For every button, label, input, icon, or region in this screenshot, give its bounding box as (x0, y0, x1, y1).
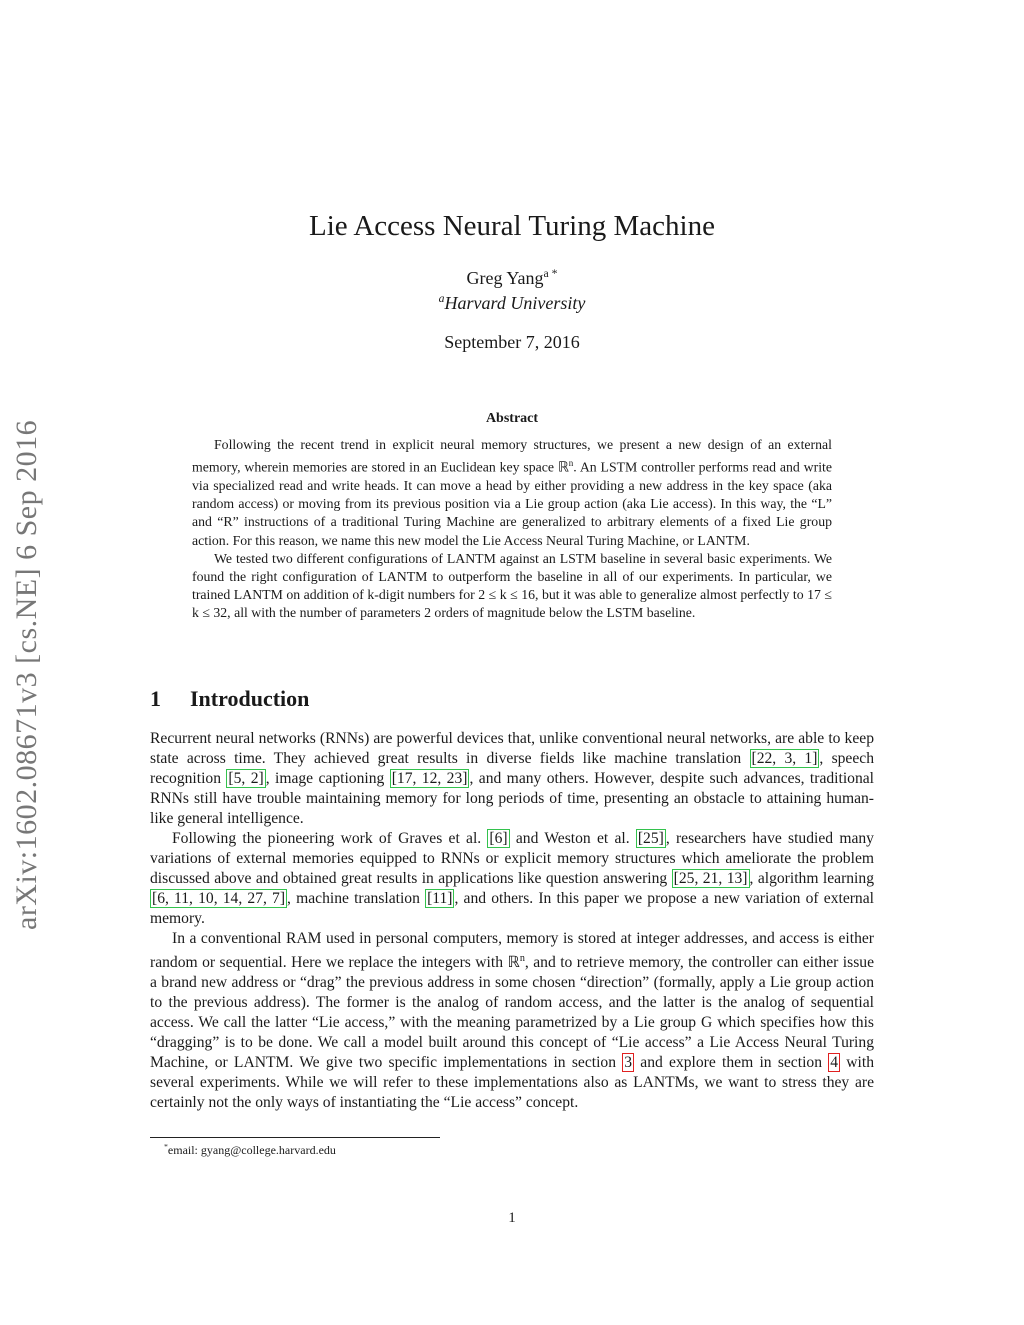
body-text-run: , and many others. However, despite such advances, traditional RNNs still have trouble maintaining memory for long periods of time, presenting an obstacle to attaining human-like general intelligence. (150, 770, 875, 827)
author-name: Greg Yang (466, 268, 544, 288)
citation-link[interactable]: [6, 11, 10, 14, 27, 7] (152, 890, 286, 907)
footnote-rule (150, 1137, 440, 1138)
section-number: 1 (150, 686, 161, 711)
section-heading (150, 686, 309, 712)
citation-link[interactable]: [11] (427, 890, 453, 907)
abstract-paragraph (192, 436, 832, 550)
author-line (0, 267, 1024, 289)
abstract-text-run: . An LSTM controller performs read and write via specialized read and write heads. It can move a head by either providing a new address in the key space (aka random access) or moving from its previous position via a Lie group action (aka Lie access). In this way, the “L” and “R” instructions of a traditional Turing Machine are generalized to arbitrary elements of a fixed Lie group action. For this reason, we name this new model the Lie Access Neural Turing Machine, or LANTM. (192, 459, 832, 548)
citation-link[interactable]: [25] (637, 830, 664, 847)
section-title: Introduction (190, 686, 310, 711)
body-text-run: and Weston et al. (509, 830, 636, 847)
paper-date: September 7, 2016 (444, 332, 580, 352)
citation-link[interactable]: [6] (489, 830, 508, 847)
author-superscript: a * (543, 267, 558, 280)
body-paragraph (150, 929, 874, 1113)
body-text-run: , researchers have studied many variations of external memories equipped to RNNs or explicit memory structures which ameliorate the problem discussed above and obtained great results in applications like question answering (150, 830, 874, 887)
body-text-run: with several experiments. While we will refer to these implementations also as LANTMs, we want to stress they are certainly not the only ways of instantiating the “Lie access” concept. (150, 1054, 874, 1112)
citation-link[interactable]: [17, 12, 23] (391, 770, 468, 787)
body-text-run: , algorithm learning (749, 870, 874, 887)
body-text-run: , machine translation (287, 890, 426, 907)
abstract-text (192, 436, 832, 623)
abstract-paragraph: We tested two different configurations of LANTM against an LSTM baseline in several basic experiments. We found the right configuration of LANTM to outperform the baseline in all of our experiments. In particular, we trained LANTM on addition of k-digit numbers for 2 ≤ k ≤ 16, but it was able to generalize almost perfectly to 17 ≤ k ≤ 32, all with the number of parameters 2 orders of magnitude below the LSTM baseline. (192, 550, 832, 621)
section-ref-link[interactable]: 3 (624, 1054, 633, 1072)
arxiv-identifier: arXiv:1602.08671v3 [cs.NE] 6 Sep 2016 (10, 419, 43, 930)
citation-link[interactable]: [5, 2] (228, 770, 264, 787)
body-text-run: , and to retrieve memory, the controller can either issue a brand new address or “drag” the previous address in some chosen “direction” (formally, apply a Lie group action to the previous address). The former is the analog of random access, and the latter is the analog of sequential access. We call the latter “Lie access,” with the meaning parametrized by a Lie group G which specifies how this “dragging” is to be done. We call a model built around this concept of “Lie access” a Lie Access Neural Turing Machine, or LANTM. We give two specific implementations in section (150, 954, 874, 1072)
abstract-text-run: Following the recent trend in explicit neural memory structures, we present a new design of an external memory, wherein memories are stored in an Euclidean key space ℝ (192, 437, 832, 475)
body-text-run: , speech recognition (150, 750, 874, 787)
footnote-mark: * (164, 1142, 168, 1151)
citation-link[interactable]: [25, 21, 13] (673, 870, 748, 887)
footnote-text: email: gyang@college.harvard.edu (167, 1143, 336, 1157)
body-text-run: Following the pioneering work of Graves et al. (172, 830, 488, 847)
introduction-body (150, 729, 874, 1113)
affiliation-superscript: a (438, 292, 445, 305)
paper-title: Lie Access Neural Turing Machine (309, 210, 715, 242)
body-text-run: , and others. In this paper we propose a new variation of external memory. (150, 890, 874, 927)
body-text-run: Recurrent neural networks (RNNs) are powerful devices that, unlike conventional neural networks, are able to keep state across time. They achieved great results in diverse fields like machine translation (150, 730, 874, 767)
affiliation: Harvard University (444, 293, 586, 313)
affiliation-line (0, 292, 1024, 314)
body-text-run: , image captioning (265, 770, 390, 787)
body-text-run: In a conventional RAM used in personal computers, memory is stored at integer addresses, and access is either random or sequential. Here we replace the integers with ℝ (150, 930, 874, 972)
abstract-heading: Abstract (485, 411, 539, 426)
abstract-superscript: n (568, 458, 574, 469)
footnote (164, 1142, 336, 1158)
section-ref-link[interactable]: 4 (830, 1054, 839, 1072)
body-paragraph (150, 829, 874, 929)
body-superscript: n (519, 953, 525, 964)
body-text-run: and explore them in section (634, 1054, 829, 1072)
body-paragraph (150, 729, 874, 829)
page-number: 1 (508, 1210, 516, 1226)
citation-link[interactable]: [22, 3, 1] (751, 750, 818, 767)
